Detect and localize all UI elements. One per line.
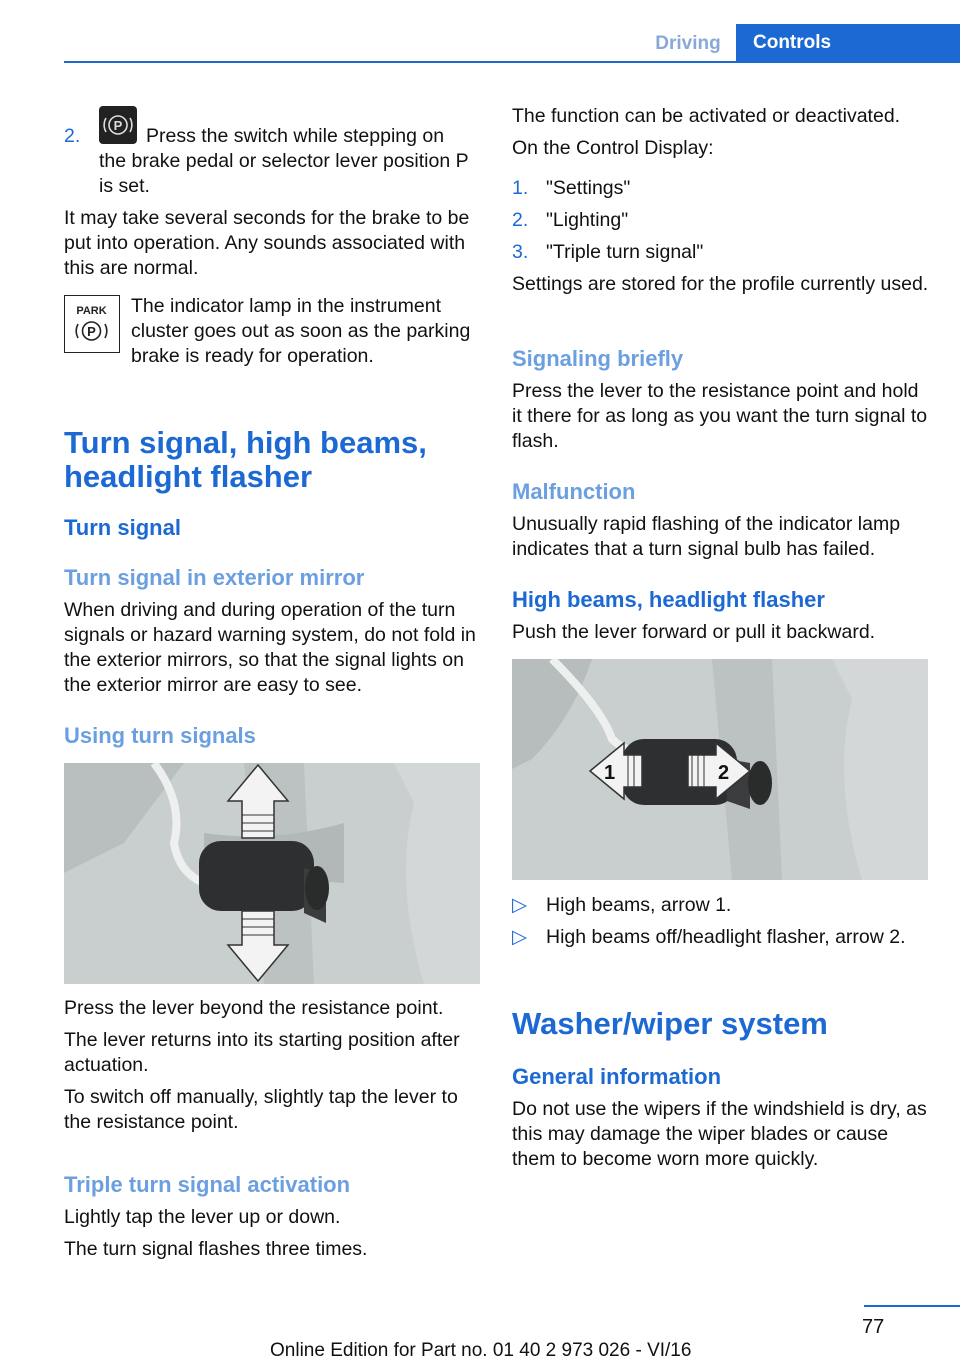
arrow-2-label: 2: [718, 762, 730, 784]
high-beam-lever-figure: [512, 659, 928, 880]
bullet-item: High beams, arrow 1.: [546, 894, 732, 916]
malfunction-text: Unusually rapid flashing of the indicator lamp indicates that a turn signal bulb has failed.: [512, 513, 901, 560]
flash-text: The turn signal flashes three times.: [64, 1238, 368, 1260]
subheading-mirror: Turn signal in exterior mirror: [64, 565, 365, 590]
subheading-high-beams: High beams, headlight flasher: [512, 587, 825, 612]
function-text: The function can be activated or deactivated.: [512, 105, 901, 127]
svg-text:P: P: [87, 324, 96, 339]
subheading-turn-signal: Turn signal: [64, 515, 181, 540]
returns-text: The lever returns into its starting position after actuation.: [64, 1029, 460, 1076]
edition-text: Online Edition for Part no. 01 40 2 973 026 - VI/16: [270, 1340, 692, 1361]
parking-brake-switch-icon: [99, 106, 137, 144]
subheading-using: Using turn signals: [64, 723, 256, 748]
list-item: "Settings": [546, 177, 631, 199]
bullet-marker: ▷: [512, 926, 527, 948]
mirror-text: When driving and during operation of the turn signals or hazard warning system, do not fold in the exterior mirrors, so that the signal lights on the exterior mirror are easy to see.: [64, 599, 476, 696]
park-icon-text: PARK: [76, 305, 107, 317]
subheading-malfunction: Malfunction: [512, 479, 636, 504]
header-tab-driving: Driving: [655, 33, 721, 54]
list-item: "Lighting": [546, 209, 629, 231]
svg-text:P: P: [113, 118, 123, 133]
list-number: 1.: [512, 177, 529, 199]
switch-off-text: To switch off manually, slightly tap the lever to the resistance point.: [64, 1086, 458, 1133]
stored-text: Settings are stored for the profile currently used.: [512, 273, 929, 295]
section-heading: Turn signal, high beams, headlight flasher: [64, 425, 427, 494]
list-item: "Triple turn signal": [546, 241, 704, 263]
arrow-1-label: 1: [604, 762, 616, 784]
tap-text: Lightly tap the lever up or down.: [64, 1206, 341, 1228]
indicator-text: The indicator lamp in the instrument cluster goes out as soon as the parking brake is ready for operation.: [131, 295, 471, 367]
section-heading-washer: Washer/wiper system: [512, 1006, 828, 1041]
bullet-item: High beams off/headlight flasher, arrow 2.: [546, 926, 906, 948]
page-number: 77: [862, 1316, 885, 1338]
subheading-general: General information: [512, 1064, 722, 1089]
bullet-marker: ▷: [512, 894, 527, 916]
list-number: 3.: [512, 241, 529, 263]
subheading-signaling: Signaling briefly: [512, 346, 684, 371]
push-text: Push the lever forward or pull it backward.: [512, 621, 876, 643]
step-number: 2.: [64, 125, 81, 147]
press-text: Press the lever beyond the resistance point.: [64, 997, 444, 1019]
subheading-triple: Triple turn signal activation: [64, 1172, 351, 1197]
step-text-line2: the brake pedal or selector lever position P: [99, 150, 469, 172]
step-text: Press the switch while stepping on: [146, 125, 445, 147]
paragraph: It may take several seconds for the brake to be put into operation. Any sounds associated with this are normal.: [64, 207, 470, 279]
footer-rule: [864, 1305, 960, 1307]
general-text: Do not use the wipers if the windshield is dry, as this may damage the wiper blades or cause them to become worn more quickly.: [512, 1098, 927, 1170]
step-text-line3: is set.: [99, 175, 150, 197]
control-display-text: On the Control Display:: [512, 137, 714, 159]
header-rule: [64, 61, 960, 63]
signaling-text: Press the lever to the resistance point and hold it there for as long as you want the turn signal to flash.: [512, 380, 928, 452]
header-tab-controls: Controls: [736, 24, 960, 62]
list-number: 2.: [512, 209, 529, 231]
turn-signal-lever-figure: [64, 763, 480, 984]
park-indicator-icon: [64, 295, 120, 353]
